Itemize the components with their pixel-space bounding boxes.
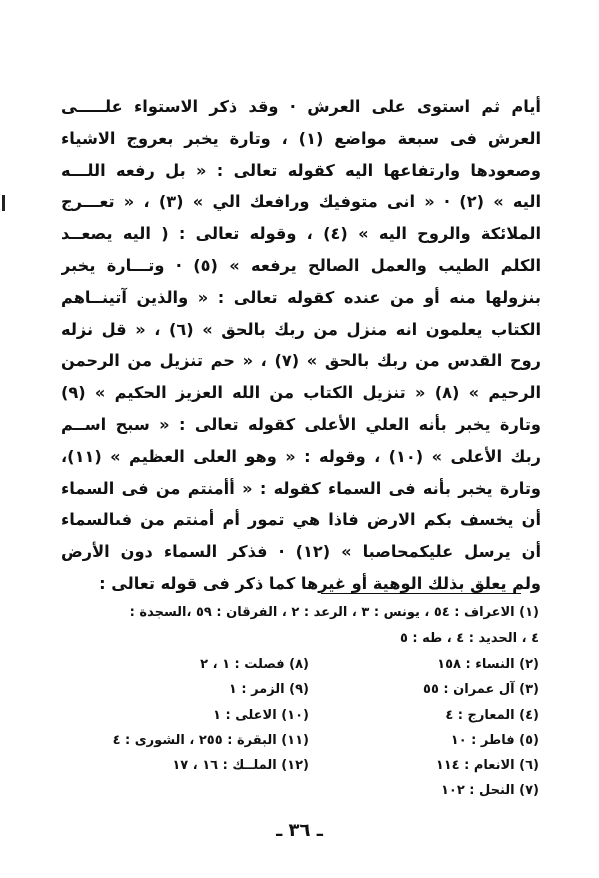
footnote-column-right	[309, 652, 539, 804]
footnote-item: (٥) فاطر : ١٠	[450, 732, 539, 748]
body-line: ولم يعلق بذلك الوهية أو غيرها كما ذكر فى قوله تعالى :	[99, 573, 541, 593]
footnote-item: (١٢) الملــك : ١٦ ، ١٧	[172, 758, 309, 774]
body-line: أن يخسف بكم الارض فاذا هي تمور أم أمنتم من فىالسماء	[61, 510, 541, 530]
body-line: أن يرسل عليكمحاصبا » (١٢) · فذكر السماء دون الأرض	[61, 542, 541, 562]
body-line: وصعودها وارتفاعها اليه كقوله تعالى : « بل رفعه اللـــه	[61, 160, 541, 180]
body-line: الملائكة والروح اليه » (٤) ، وقوله تعالى : ( اليه يصعــد	[61, 224, 541, 244]
body-text	[61, 91, 541, 600]
footnote-item: (١١) البقرة : ٢٥٥ ، الشورى : ٤	[112, 732, 309, 748]
footnote-1: (١) الاعراف : ٥٤ ، يونس : ٣ ، الرعد : ٢ ، الفرقان : ٥٩ ،السجدة :	[129, 605, 539, 620]
page-number: ـ ٣٦ ـ	[276, 820, 323, 841]
body-line: الكتاب يعلمون انه منزل من ربك بالحق » (٦) ، « قل نزله	[61, 319, 541, 339]
footnote-item: (١٠) الاعلى : ١	[213, 707, 309, 723]
body-line: الكلم الطيب والعمل الصالح يرفعه » (٥) · وتـــارة يخبر	[61, 255, 541, 275]
footnote-column-left	[59, 652, 309, 804]
body-line: أيام ثم استوى على العرش · وقد ذكر الاستواء علـــــى	[61, 97, 541, 116]
footnote-item: (٧) النحل : ١٠٢	[440, 783, 539, 799]
body-line: وتارة يخبر بأنه العلي الأعلى كقوله تعالى : « سبح اســم	[61, 414, 541, 434]
footnote-item: (٣) آل عمران : ٥٥	[423, 682, 539, 698]
footnote-item: (٩) الزمر : ١	[228, 682, 309, 698]
footnote-1-continuation: ٤ ، الحديد : ٤ ، طه : ٥	[399, 631, 539, 646]
body-line: ربك الأعلى » (١٠) ، وقوله : « وهو العلى العظيم » (١١)،	[61, 446, 541, 466]
margin-mark	[2, 195, 5, 211]
footnote-item: (٤) المعارج : ٤	[445, 707, 539, 723]
body-line: اليه » (٢) · « انى متوفيك ورافعك الي » (٣) ، « تعـــرج	[61, 192, 541, 212]
body-line: الرحيم » (٨) « تنزيل الكتاب من الله العزيز الحكيم » (٩)	[61, 383, 541, 403]
body-line: بنزولها منه أو من عنده كقوله تعالى : « والذين آتينــاهم	[61, 287, 541, 307]
footnote-columns	[59, 652, 539, 804]
footnote-divider	[321, 593, 521, 594]
footnote-item: (٨) فصلت : ١ ، ٢	[200, 657, 309, 672]
body-line: العرش فى سبعة مواضع (١) ، وتارة يخبر بعروج الاشياء	[61, 128, 541, 148]
body-line: وتارة يخبر بأنه فى السماء كقوله : « أأمنتم من فى السماء	[61, 478, 541, 498]
footnote-item: (٦) الانعام : ١١٤	[435, 758, 539, 774]
body-line: روح القدس من ربك بالحق » (٧) ، « حم تنزيل من الرحمن	[61, 351, 541, 371]
footnotes	[59, 600, 539, 804]
footnote-item: (٢) النساء : ١٥٨	[437, 657, 539, 672]
